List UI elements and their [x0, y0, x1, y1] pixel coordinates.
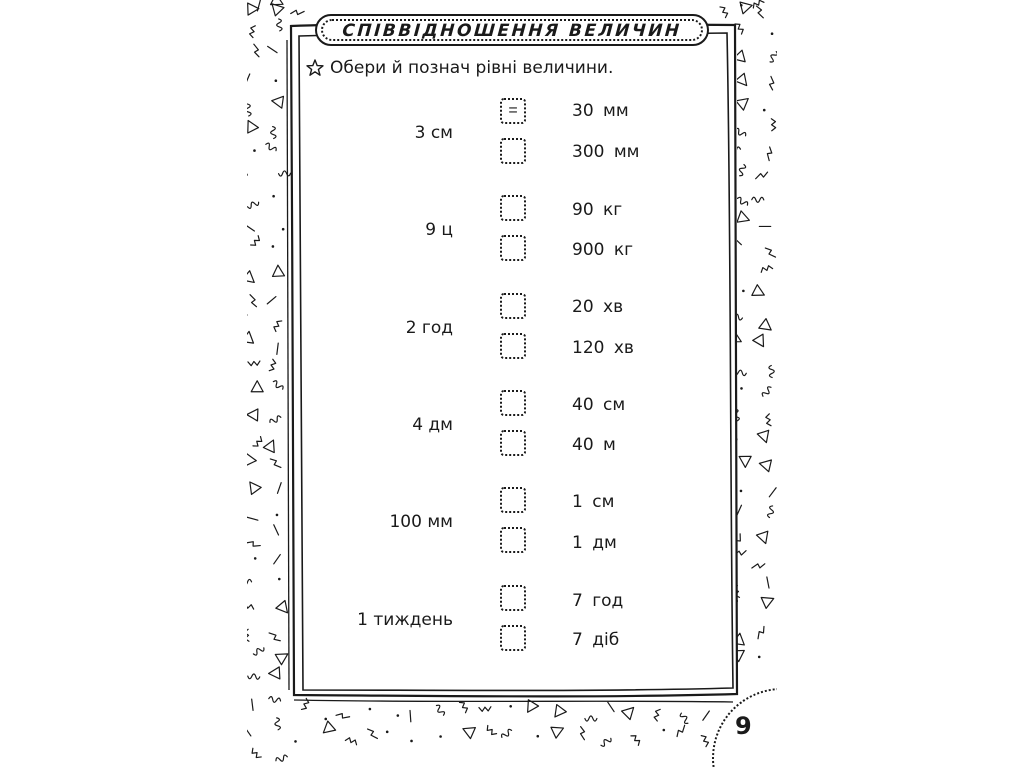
option-text: 40 см — [572, 395, 626, 415]
option-text: 300 мм — [572, 142, 640, 162]
instruction-text: Обери й познач рівні величини. — [330, 58, 614, 78]
option-text: 7 год — [572, 591, 624, 611]
exercise-group — [247, 195, 777, 275]
option-text: 90 кг — [572, 200, 623, 220]
answer-checkbox[interactable] — [500, 487, 526, 513]
answer-checkbox[interactable] — [500, 138, 526, 164]
answer-checkbox[interactable] — [500, 625, 526, 651]
star-outline-icon — [305, 58, 325, 78]
page-title: СПІВВІДНОШЕННЯ ВЕЛИЧИН — [341, 21, 683, 41]
option-text: 120 хв — [572, 338, 634, 358]
option-text: 7 діб — [572, 630, 620, 650]
option-text: 20 хв — [572, 297, 624, 317]
title-banner — [315, 14, 709, 46]
answer-checkbox[interactable] — [500, 430, 526, 456]
answer-checkbox[interactable] — [500, 235, 526, 261]
answer-checkbox[interactable] — [500, 333, 526, 359]
answer-checkbox[interactable] — [500, 390, 526, 416]
answer-checkbox[interactable] — [500, 527, 526, 553]
exercise-group — [247, 487, 777, 567]
given-quantity: 2 год — [405, 318, 453, 338]
answer-checkbox[interactable] — [500, 585, 526, 611]
option-text: 30 мм — [572, 101, 629, 121]
option-text: 1 дм — [572, 533, 617, 553]
given-quantity: 3 см — [414, 123, 453, 143]
given-quantity: 100 мм — [389, 512, 453, 532]
instruction — [305, 58, 613, 78]
page-number: 9 — [735, 712, 752, 740]
option-text: 40 м — [572, 435, 616, 455]
answer-checkbox[interactable]: = — [500, 98, 526, 124]
answer-checkbox[interactable] — [500, 195, 526, 221]
option-text: 900 кг — [572, 240, 634, 260]
option-text: 1 см — [572, 492, 615, 512]
given-quantity: 9 ц — [425, 220, 453, 240]
exercise-group — [247, 390, 777, 470]
exercise-group — [247, 293, 777, 373]
given-quantity: 4 дм — [412, 415, 453, 435]
answer-checkbox[interactable] — [500, 293, 526, 319]
given-quantity: 1 тиждень — [357, 610, 453, 630]
exercise-group — [247, 585, 777, 665]
exercise-group — [247, 98, 777, 178]
workbook-page — [247, 0, 777, 768]
